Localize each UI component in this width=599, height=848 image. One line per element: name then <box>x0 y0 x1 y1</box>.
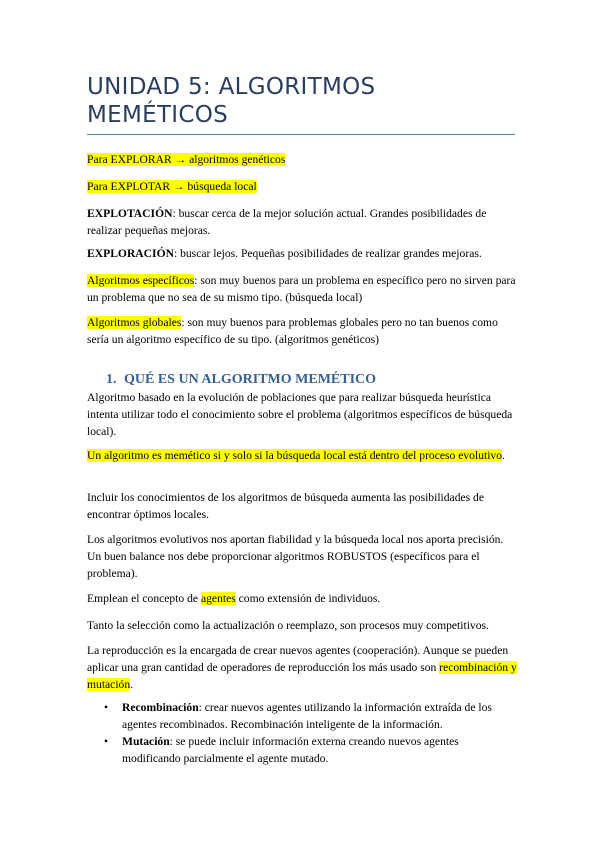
term-explotacion: EXPLOTACIÓN <box>87 207 173 220</box>
page-title <box>87 73 527 129</box>
highlight-recombinacion-mutacion: recombinación y mutación <box>87 661 517 691</box>
title-line-1: UNIDAD 5: ALGORITMOS <box>87 74 376 100</box>
term-globales: Algoritmos globales <box>87 316 182 329</box>
section-heading-text: QUÉ ES UN ALGORITMO MEMÉTICO <box>124 372 377 387</box>
bullet-icon: • <box>104 735 109 748</box>
paragraph-conocimientos: Incluir los conocimientos de los algoritmos de búsqueda aumenta las posibilidades de encontrar óptimos locales. <box>87 491 485 521</box>
text-recombinacion: : crear nuevos agentes utilizando la información extraída de los agentes recombinados. Recombinación inteligente de la información. <box>122 701 492 731</box>
list-item-mutacion <box>122 733 517 767</box>
text-explotacion: : buscar cerca de la mejor solución actual. Grandes posibilidades de realizar pequeñas mejoras. <box>87 207 487 237</box>
paragraph-definicion: Algoritmo basado en la evolución de poblaciones que para realizar búsqueda heurística intenta utilizar todo el conocimiento sobre el problema (algoritmos específicos de búsqueda local). <box>87 391 513 438</box>
highlight-explorar: Para EXPLORAR → algoritmos genéticos <box>87 153 286 166</box>
title-line-2: MEMÉTICOS <box>87 102 229 128</box>
highlight-memetico: Un algoritmo es memético si y solo si la búsqueda local está dentro del proceso evolutivo <box>87 449 503 462</box>
paragraph-seleccion: Tanto la selección como la actualización o reemplazo, son procesos muy competitivos. <box>87 619 489 632</box>
highlight-explotar: Para EXPLOTAR → búsqueda local <box>87 180 257 193</box>
text-especificos: : son muy buenos para un problema en específico pero no sirven para un problema que no sea de su mismo tipo. (búsqueda local) <box>87 274 516 304</box>
highlight-agentes: agentes <box>200 592 236 605</box>
text-mutacion: : se puede incluir información externa creando nuevos agentes modificando parcialmente el agente mutado. <box>122 735 459 765</box>
paragraph-exploracion <box>87 245 517 262</box>
paragraph-explotacion <box>87 205 517 239</box>
reproduccion-end: . <box>130 678 134 691</box>
section-number: 1. <box>106 372 117 387</box>
text-exploracion: : buscar lejos. Pequeñas posibilidades de realizar grandes mejoras. <box>173 247 482 260</box>
agentes-end: como extensión de individuos. <box>235 592 381 605</box>
bullet-icon: • <box>104 701 109 714</box>
term-exploracion: EXPLORACIÓN <box>87 247 174 260</box>
paragraph-fiabilidad: Los algoritmos evolutivos nos aportan fiabilidad y la búsqueda local nos aporta precisión. Un buen balance nos debe proporcionar algoritmos ROBUSTOS (específicos para el problema). <box>87 533 504 580</box>
paragraph-globales <box>87 314 517 348</box>
paragraph-memetico <box>87 447 517 464</box>
paragraph-explotar <box>87 178 517 195</box>
list-item-recombinacion <box>122 699 517 733</box>
section-heading <box>106 372 376 388</box>
paragraph-reproduccion <box>87 642 517 693</box>
term-mutacion: Mutación <box>122 735 170 748</box>
title-underline <box>87 134 515 135</box>
memetico-end: . <box>502 449 505 462</box>
agentes-start: Emplean el concepto de <box>87 592 201 605</box>
term-recombinacion: Recombinación <box>122 701 199 714</box>
reproduccion-start: La reproducción es la encargada de crear nuevos agentes (cooperación). Aunque se pueden aplicar una gran cantidad de operadores de reproducción los más usado son <box>87 644 509 674</box>
paragraph-explorar <box>87 151 517 168</box>
paragraph-agentes <box>87 590 517 607</box>
paragraph-especificos <box>87 272 517 306</box>
text-globales: : son muy buenos para problemas globales pero no tan buenos como sería un algoritmo específico de su tipo. (algoritmos genéticos) <box>87 316 498 346</box>
term-especificos: Algoritmos específicos <box>87 274 195 287</box>
